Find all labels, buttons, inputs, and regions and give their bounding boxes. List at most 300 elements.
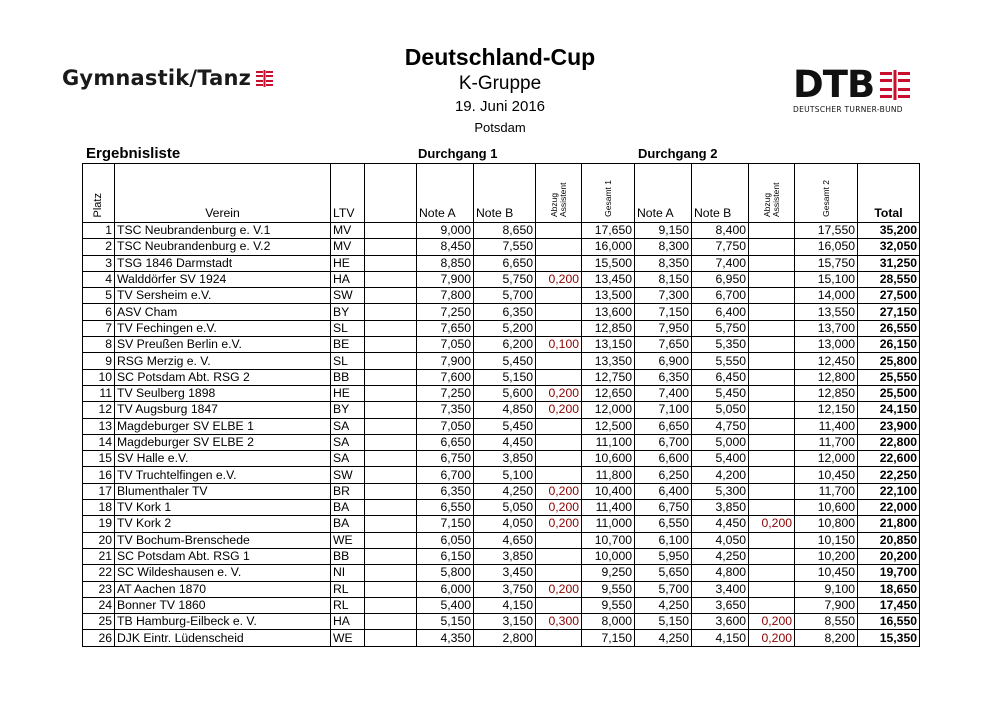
cell-abzug-1 (536, 369, 582, 385)
cell-platz: 14 (83, 434, 115, 450)
table-row (83, 630, 920, 646)
cell-note-a-2: 6,650 (635, 418, 692, 434)
cell-abzug-1 (536, 630, 582, 646)
cell-note-a-2: 4,250 (635, 597, 692, 613)
cell-gesamt-1: 10,000 (582, 548, 635, 564)
cell-note-a-1: 6,050 (417, 532, 474, 548)
cell-note-a-1: 4,350 (417, 630, 474, 646)
cell-note-b-2: 4,050 (692, 532, 749, 548)
cell-gesamt-2: 10,200 (795, 548, 858, 564)
cell-note-a-1: 7,900 (417, 353, 474, 369)
cell-abzug-2 (749, 288, 795, 304)
cell-note-a-1: 5,800 (417, 565, 474, 581)
cell-verein: SC Potsdam Abt. RSG 2 (115, 369, 331, 385)
cell-note-a-2: 5,950 (635, 548, 692, 564)
table-row (83, 467, 920, 483)
cell-total: 18,650 (858, 581, 920, 597)
event-group: K-Gruppe (458, 73, 542, 94)
cell-ltv: BA (331, 500, 365, 516)
cell-note-b-1: 8,650 (474, 223, 536, 239)
cell-note-b-1: 6,650 (474, 255, 536, 271)
cell-verein: Walddörfer SV 1924 (115, 271, 331, 287)
cell-empty (365, 385, 417, 401)
cell-platz: 8 (83, 337, 115, 353)
cell-total: 23,900 (858, 418, 920, 434)
cell-verein: AT Aachen 1870 (115, 581, 331, 597)
cell-gesamt-1: 9,550 (582, 581, 635, 597)
cell-empty (365, 451, 417, 467)
cell-gesamt-2: 12,850 (795, 385, 858, 401)
dtb-logo-text: DTB (793, 63, 875, 106)
table-row (83, 451, 920, 467)
cell-gesamt-1: 13,350 (582, 353, 635, 369)
cell-abzug-1: 0,200 (536, 271, 582, 287)
cell-abzug-1 (536, 288, 582, 304)
cell-note-a-2: 5,650 (635, 565, 692, 581)
cell-ltv: NI (331, 565, 365, 581)
cell-total: 20,850 (858, 532, 920, 548)
table-row (83, 418, 920, 434)
cell-note-a-2: 6,750 (635, 500, 692, 516)
cell-abzug-2 (749, 532, 795, 548)
col-empty (365, 164, 417, 223)
round2-label: Durchgang 2 (638, 146, 718, 161)
table-row (83, 581, 920, 597)
cell-note-b-2: 6,450 (692, 369, 749, 385)
cell-total: 21,800 (858, 516, 920, 532)
col-note-b-1: Note B (474, 164, 536, 223)
cell-abzug-2: 0,200 (749, 614, 795, 630)
cell-platz: 21 (83, 548, 115, 564)
cell-gesamt-1: 11,400 (582, 500, 635, 516)
cell-gesamt-2: 8,200 (795, 630, 858, 646)
cell-note-b-1: 5,100 (474, 467, 536, 483)
cell-abzug-2 (749, 451, 795, 467)
cell-note-a-1: 9,000 (417, 223, 474, 239)
cell-verein: SC Potsdam Abt. RSG 1 (115, 548, 331, 564)
cell-gesamt-2: 13,550 (795, 304, 858, 320)
cell-verein: TB Hamburg-Eilbeck e. V. (115, 614, 331, 630)
table-row (83, 239, 920, 255)
cell-total: 24,150 (858, 402, 920, 418)
cell-note-b-2: 7,750 (692, 239, 749, 255)
table-row (83, 288, 920, 304)
cell-platz: 19 (83, 516, 115, 532)
cell-empty (365, 467, 417, 483)
cell-note-b-2: 3,850 (692, 500, 749, 516)
cell-note-b-1: 6,350 (474, 304, 536, 320)
cell-gesamt-1: 11,100 (582, 434, 635, 450)
cell-empty (365, 516, 417, 532)
event-title: Deutschland-Cup (404, 44, 596, 70)
cell-ltv: HE (331, 255, 365, 271)
cell-abzug-1: 0,100 (536, 337, 582, 353)
cell-note-b-1: 7,550 (474, 239, 536, 255)
cell-platz: 1 (83, 223, 115, 239)
cell-note-a-2: 6,400 (635, 483, 692, 499)
cell-note-a-1: 6,650 (417, 434, 474, 450)
cell-empty (365, 565, 417, 581)
cell-verein: TV Seulberg 1898 (115, 385, 331, 401)
cell-ltv: SL (331, 353, 365, 369)
cell-verein: SC Wildeshausen e. V. (115, 565, 331, 581)
cell-empty (365, 337, 417, 353)
cell-empty (365, 353, 417, 369)
cell-ltv: SA (331, 451, 365, 467)
table-row (83, 369, 920, 385)
cell-verein: Magdeburger SV ELBE 2 (115, 434, 331, 450)
cell-abzug-1 (536, 304, 582, 320)
cell-gesamt-1: 9,250 (582, 565, 635, 581)
cell-empty (365, 304, 417, 320)
cell-note-b-2: 6,400 (692, 304, 749, 320)
cell-note-b-1: 5,200 (474, 320, 536, 336)
cell-verein: TV Bochum-Brenschede (115, 532, 331, 548)
cell-abzug-1: 0,200 (536, 385, 582, 401)
cell-platz: 2 (83, 239, 115, 255)
cell-gesamt-2: 8,550 (795, 614, 858, 630)
cell-platz: 3 (83, 255, 115, 271)
cell-note-b-1: 3,850 (474, 548, 536, 564)
cell-note-a-2: 7,400 (635, 385, 692, 401)
cell-total: 26,150 (858, 337, 920, 353)
cell-platz: 10 (83, 369, 115, 385)
cell-ltv: BE (331, 337, 365, 353)
cell-ltv: WE (331, 630, 365, 646)
cell-note-a-2: 6,350 (635, 369, 692, 385)
cell-note-a-1: 5,150 (417, 614, 474, 630)
cell-note-b-1: 5,450 (474, 353, 536, 369)
cell-abzug-2 (749, 565, 795, 581)
cell-note-a-2: 7,300 (635, 288, 692, 304)
cell-total: 22,800 (858, 434, 920, 450)
cell-gesamt-2: 9,100 (795, 581, 858, 597)
cell-abzug-1: 0,300 (536, 614, 582, 630)
cell-total: 16,550 (858, 614, 920, 630)
cell-note-b-2: 5,550 (692, 353, 749, 369)
cell-note-b-1: 4,050 (474, 516, 536, 532)
cell-empty (365, 223, 417, 239)
cell-abzug-2 (749, 304, 795, 320)
cell-gesamt-1: 8,000 (582, 614, 635, 630)
cell-ltv: SW (331, 288, 365, 304)
cell-verein: ASV Cham (115, 304, 331, 320)
cell-total: 25,550 (858, 369, 920, 385)
cell-note-b-1: 6,200 (474, 337, 536, 353)
cell-gesamt-2: 11,400 (795, 418, 858, 434)
table-row (83, 223, 920, 239)
cell-verein: TV Augsburg 1847 (115, 402, 331, 418)
cell-note-b-2: 3,650 (692, 597, 749, 613)
cell-abzug-2 (749, 597, 795, 613)
cell-note-b-2: 5,400 (692, 451, 749, 467)
cell-note-a-2: 5,700 (635, 581, 692, 597)
cell-abzug-2: 0,200 (749, 630, 795, 646)
cell-note-b-1: 4,850 (474, 402, 536, 418)
cell-note-a-1: 7,800 (417, 288, 474, 304)
col-gesamt-1: Gesamt 1 (582, 164, 635, 223)
cell-note-b-2: 4,450 (692, 516, 749, 532)
cell-ltv: SA (331, 418, 365, 434)
cell-abzug-2 (749, 271, 795, 287)
cell-note-a-1: 8,450 (417, 239, 474, 255)
dtb-logo-subtitle: DEUTSCHER TURNER-BUND (793, 105, 903, 114)
cell-gesamt-1: 13,500 (582, 288, 635, 304)
cell-gesamt-1: 11,000 (582, 516, 635, 532)
cell-gesamt-1: 12,500 (582, 418, 635, 434)
cell-note-a-1: 6,350 (417, 483, 474, 499)
cell-abzug-2 (749, 320, 795, 336)
cell-note-b-1: 3,150 (474, 614, 536, 630)
cell-total: 22,000 (858, 500, 920, 516)
cell-note-a-1: 7,150 (417, 516, 474, 532)
cell-total: 19,700 (858, 565, 920, 581)
cell-note-a-2: 8,150 (635, 271, 692, 287)
cell-note-a-1: 7,600 (417, 369, 474, 385)
cell-ltv: SW (331, 467, 365, 483)
cell-note-b-2: 8,400 (692, 223, 749, 239)
cell-note-b-1: 4,150 (474, 597, 536, 613)
cell-abzug-2 (749, 483, 795, 499)
cell-ltv: SL (331, 320, 365, 336)
cell-note-b-1: 5,750 (474, 271, 536, 287)
cell-platz: 23 (83, 581, 115, 597)
cell-platz: 13 (83, 418, 115, 434)
cell-total: 22,100 (858, 483, 920, 499)
cell-empty (365, 630, 417, 646)
cell-empty (365, 500, 417, 516)
cell-gesamt-2: 13,000 (795, 337, 858, 353)
table-row (83, 565, 920, 581)
cell-note-b-2: 3,400 (692, 581, 749, 597)
col-abzug-1: Abzug Assistent (536, 164, 582, 223)
cell-note-b-2: 3,600 (692, 614, 749, 630)
cell-platz: 15 (83, 451, 115, 467)
cell-note-b-2: 6,950 (692, 271, 749, 287)
cell-gesamt-2: 11,700 (795, 483, 858, 499)
cell-ltv: BR (331, 483, 365, 499)
cell-ltv: HA (331, 271, 365, 287)
cell-gesamt-2: 10,450 (795, 467, 858, 483)
cell-ltv: MV (331, 239, 365, 255)
cell-abzug-2 (749, 369, 795, 385)
cell-abzug-1 (536, 565, 582, 581)
col-total: Total (858, 164, 920, 223)
col-ltv: LTV (331, 164, 365, 223)
cell-empty (365, 483, 417, 499)
cell-gesamt-1: 10,600 (582, 451, 635, 467)
cell-note-a-1: 7,050 (417, 337, 474, 353)
cell-gesamt-1: 13,450 (582, 271, 635, 287)
cell-abzug-1 (536, 434, 582, 450)
cell-verein: TSG 1846 Darmstadt (115, 255, 331, 271)
cell-gesamt-1: 16,000 (582, 239, 635, 255)
cell-abzug-1 (536, 223, 582, 239)
cell-abzug-1 (536, 548, 582, 564)
cell-gesamt-1: 11,800 (582, 467, 635, 483)
cell-gesamt-2: 15,100 (795, 271, 858, 287)
cell-gesamt-1: 12,750 (582, 369, 635, 385)
col-abzug-2: Abzug Assistent (749, 164, 795, 223)
cell-platz: 22 (83, 565, 115, 581)
cell-total: 25,800 (858, 353, 920, 369)
cell-ltv: RL (331, 597, 365, 613)
table-row (83, 614, 920, 630)
cell-note-a-1: 7,250 (417, 385, 474, 401)
cell-empty (365, 434, 417, 450)
cell-gesamt-1: 10,400 (582, 483, 635, 499)
cell-gesamt-1: 13,150 (582, 337, 635, 353)
col-verein: Verein (115, 164, 331, 223)
cell-note-b-2: 4,200 (692, 467, 749, 483)
cell-note-b-1: 3,750 (474, 581, 536, 597)
cell-platz: 12 (83, 402, 115, 418)
cell-note-a-2: 6,100 (635, 532, 692, 548)
table-row (83, 320, 920, 336)
cell-abzug-1 (536, 467, 582, 483)
cell-ltv: RL (331, 581, 365, 597)
cell-note-a-2: 7,650 (635, 337, 692, 353)
col-gesamt-2: Gesamt 2 (795, 164, 858, 223)
cell-total: 27,500 (858, 288, 920, 304)
cell-note-a-2: 7,150 (635, 304, 692, 320)
cell-verein: TV Sersheim e.V. (115, 288, 331, 304)
cell-abzug-2 (749, 467, 795, 483)
cell-note-b-1: 5,050 (474, 500, 536, 516)
cell-verein: RSG Merzig e. V. (115, 353, 331, 369)
cell-empty (365, 614, 417, 630)
cell-note-a-2: 8,350 (635, 255, 692, 271)
cell-abzug-1 (536, 320, 582, 336)
col-note-b-2: Note B (692, 164, 749, 223)
table-row (83, 353, 920, 369)
table-row (83, 385, 920, 401)
cell-total: 15,350 (858, 630, 920, 646)
cell-note-b-2: 4,150 (692, 630, 749, 646)
col-platz: Platz (83, 164, 115, 223)
cell-platz: 18 (83, 500, 115, 516)
logo-left-text: Gymnastik/Tanz (62, 66, 252, 90)
cell-abzug-1: 0,200 (536, 581, 582, 597)
cell-platz: 6 (83, 304, 115, 320)
cell-note-b-2: 6,700 (692, 288, 749, 304)
cell-note-b-2: 4,750 (692, 418, 749, 434)
cell-verein: TV Fechingen e.V. (115, 320, 331, 336)
cell-gesamt-2: 12,000 (795, 451, 858, 467)
cell-platz: 20 (83, 532, 115, 548)
cell-note-a-1: 5,400 (417, 597, 474, 613)
cell-abzug-2 (749, 385, 795, 401)
cell-abzug-1 (536, 418, 582, 434)
cell-note-b-1: 4,450 (474, 434, 536, 450)
results-list-title: Ergebnisliste (86, 145, 181, 162)
cell-note-a-1: 8,850 (417, 255, 474, 271)
cell-empty (365, 597, 417, 613)
cell-total: 35,200 (858, 223, 920, 239)
table-row (83, 532, 920, 548)
cell-abzug-2 (749, 581, 795, 597)
table-row (83, 255, 920, 271)
cell-note-b-2: 5,000 (692, 434, 749, 450)
cell-empty (365, 239, 417, 255)
cell-abzug-2 (749, 402, 795, 418)
table-row (83, 516, 920, 532)
cell-ltv: HE (331, 385, 365, 401)
cell-ltv: BA (331, 516, 365, 532)
cell-note-b-1: 3,850 (474, 451, 536, 467)
cell-ltv: BB (331, 548, 365, 564)
cell-verein: Magdeburger SV ELBE 1 (115, 418, 331, 434)
cell-platz: 7 (83, 320, 115, 336)
cell-platz: 16 (83, 467, 115, 483)
cell-note-a-2: 9,150 (635, 223, 692, 239)
cell-empty (365, 320, 417, 336)
cell-note-a-2: 6,550 (635, 516, 692, 532)
cell-abzug-2 (749, 434, 795, 450)
table-row (83, 337, 920, 353)
cell-total: 31,250 (858, 255, 920, 271)
cell-verein: Bonner TV 1860 (115, 597, 331, 613)
col-note-a-1: Note A (417, 164, 474, 223)
cell-note-a-2: 4,250 (635, 630, 692, 646)
cell-note-a-2: 6,600 (635, 451, 692, 467)
cell-note-a-2: 7,100 (635, 402, 692, 418)
cell-gesamt-1: 12,850 (582, 320, 635, 336)
cell-abzug-2 (749, 353, 795, 369)
cell-ltv: HA (331, 614, 365, 630)
cell-abzug-1 (536, 597, 582, 613)
cell-abzug-1: 0,200 (536, 500, 582, 516)
cell-note-b-2: 4,800 (692, 565, 749, 581)
cell-gesamt-1: 17,650 (582, 223, 635, 239)
cell-note-a-1: 6,750 (417, 451, 474, 467)
cell-note-a-2: 6,700 (635, 434, 692, 450)
cell-note-a-2: 6,900 (635, 353, 692, 369)
cell-gesamt-2: 12,450 (795, 353, 858, 369)
cell-gesamt-1: 12,650 (582, 385, 635, 401)
cell-platz: 26 (83, 630, 115, 646)
cell-platz: 17 (83, 483, 115, 499)
table-row (83, 548, 920, 564)
cell-note-a-2: 7,950 (635, 320, 692, 336)
cell-gesamt-2: 12,150 (795, 402, 858, 418)
cell-gesamt-2: 7,900 (795, 597, 858, 613)
cell-gesamt-2: 17,550 (795, 223, 858, 239)
cell-verein: TV Kork 1 (115, 500, 331, 516)
cell-note-b-1: 5,150 (474, 369, 536, 385)
cell-abzug-1 (536, 255, 582, 271)
cell-gesamt-1: 9,550 (582, 597, 635, 613)
cell-empty (365, 271, 417, 287)
cell-abzug-2 (749, 255, 795, 271)
cell-gesamt-1: 7,150 (582, 630, 635, 646)
cell-note-b-2: 5,750 (692, 320, 749, 336)
event-place: Potsdam (474, 120, 526, 135)
cell-empty (365, 418, 417, 434)
cell-total: 20,200 (858, 548, 920, 564)
cell-note-a-1: 7,250 (417, 304, 474, 320)
cell-verein: SV Halle e.V. (115, 451, 331, 467)
cell-ltv: WE (331, 532, 365, 548)
cell-gesamt-2: 12,800 (795, 369, 858, 385)
cell-gesamt-2: 15,750 (795, 255, 858, 271)
cell-note-b-2: 5,450 (692, 385, 749, 401)
cell-note-a-1: 7,050 (417, 418, 474, 434)
cell-gesamt-2: 10,600 (795, 500, 858, 516)
cell-abzug-1 (536, 353, 582, 369)
cell-note-b-1: 4,650 (474, 532, 536, 548)
cell-abzug-2 (749, 337, 795, 353)
